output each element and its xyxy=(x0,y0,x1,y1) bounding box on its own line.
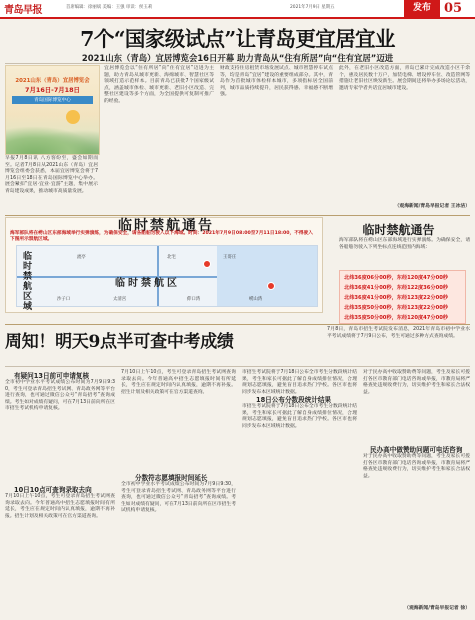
divider xyxy=(5,366,470,367)
divider xyxy=(5,324,470,325)
poster-title: 2021山东（青岛）宜居博览会 xyxy=(15,78,90,84)
article2-col3-top: 市招生考试院将于7月18日公布全市考生分数段统计结果，考生和家长可据此了解自身成绩排位情况，合理规划志愿填报，避免盲目追求热门学校。各区市也将同步发布本区域统计数据。 xyxy=(242,370,357,395)
article2-col4: 对于民办高中收取赞助费等问题，考生及家长可拨打各区市教育部门电话咨询或举报，市教育局将严格查处违规收费行为，切实维护考生和家长合法权益。 xyxy=(363,454,470,479)
page-number: 05 xyxy=(444,1,463,16)
notice-title: 临时禁航通告 xyxy=(118,218,214,234)
coordinates-box xyxy=(339,270,466,324)
notice2-text: 海军部队将在崂山区东部海域进行实弹演练。为确保安全，请各船舶勿驶入下列坐标点连线范围内海域： xyxy=(339,238,470,250)
article2-col1b: 7月10日上午10点，考生可登录青岛招生考试网查询录取去向。今年普通高中招生志愿填报时间有所延长，考生应在规定时间内认真填报，逾期不再补报。招生计划及相关政策可在官方渠道查询。 xyxy=(5,494,115,519)
article2-col1: 全市初中学业水平考试成绩公布时间为7月9日9:30，考生可登录青岛招生考试网、青岛政务网等平台进行查询，也可通过微信公众号“青岛招考”查询成绩。考生如对成绩有疑问，可在7月13日前向所在区市招生考试机构申请复核。 xyxy=(5,380,115,412)
coordinate-line: 北纬36度06分00秒，东经120度47分00秒 xyxy=(344,275,448,281)
coordinate-line: 北纬35度50分00秒，东经123度22分00秒 xyxy=(344,305,448,311)
map-place-label: 北宅 xyxy=(167,255,176,260)
expo-poster-image xyxy=(5,65,100,155)
map-place-label: 崂山湾 xyxy=(249,297,263,302)
section-label: 发布 xyxy=(404,0,440,17)
map-place-label: 仰口湾 xyxy=(187,297,201,302)
map-pin-icon xyxy=(267,282,275,290)
article2-col2: 7月10日上午10点，考生可登录青岛招生考试网查询录取去向。今年普通高中招生志愿填报时间有所延长，考生应在规定时间内认真填报，逾期不再补报。招生计划及相关政策可在官方渠道查询。 xyxy=(121,370,236,395)
article2-byline: （观海新闻/青岛早报记者 徐） xyxy=(404,606,470,611)
editor-credits: 首席编辑：徐丽斌 美编：王强 审读：侯玉莉 xyxy=(66,5,153,10)
hill-graphic xyxy=(6,126,99,154)
sun-graphic xyxy=(66,110,80,124)
exam-results-headline: 周知！明天9点半可查中考成绩 xyxy=(5,332,234,352)
sub-headline: 2021山东（青岛）宜居博览会16日开幕 助力青岛从“住有所居”向“住有宜居”迈进 xyxy=(81,53,394,63)
subsection-heading: 10日10点可查询录取去向 xyxy=(14,486,92,494)
coordinate-line: 北纬35度50分00秒，东经120度47分00秒 xyxy=(344,315,448,321)
article1-col2: 宜居博览会以“住有所居”向“住有宜居”迈进为主题，助力青岛从城市更新、海绵城市、智慧社区等领域打造示范样本。目前青岛已获批7个国家级试点，涵盖城市体检、城市更新、老旧小区改造、完整社区建设等多个方面，为全国提供可复制可推广的经验。 xyxy=(104,66,214,104)
main-headline: 7个“国家级试点”让青岛更宜居宜业 xyxy=(80,27,395,51)
navigation-notice-box xyxy=(5,217,323,313)
zone-label: 临时禁航区 xyxy=(115,278,180,289)
map-place-label: 沙子口 xyxy=(57,297,71,302)
article1-col4: 此外，在老旧小区改造方面，青岛已累计完成改造小区千余个，惠及居民数十万户，加装电梯、增设停车位、改造管网等措施让老旧社区焕发新生。展会期间还将举办多场论坛活动，邀请专家学者共话宜居城市建设。 xyxy=(339,66,470,91)
article1-col3: 财政支持住房租赁市场发展试点、城市智慧停车试点等，均是青岛“宜居”建设的重要组成部分。其中，青岛作为首批城市体检样本城市，多项指标居全国前列，城市品质持续提升，居民获得感、幸福感不断增强。 xyxy=(220,66,333,98)
map-pin-icon xyxy=(203,260,211,268)
map-place-label: 太清宫 xyxy=(113,297,127,302)
coordinate-line: 北纬36度41分00秒，东经123度22分00秒 xyxy=(344,295,448,301)
subsection-heading: 分数符志愿填报时间延长 xyxy=(135,474,208,482)
coordinate-line: 北纬36度41分00秒，东经122度36分00秒 xyxy=(344,285,448,291)
article2-kicker: 7月8日，青岛市招生考试院发布消息，2021年青岛市初中学业水平考试成绩将于7月9日公布，考生可通过多种方式查询成绩。 xyxy=(327,327,470,339)
map-place-label: 流亭 xyxy=(77,255,86,260)
restricted-zone-map xyxy=(16,245,318,312)
article2-col4-top: 对于民办高中收取赞助费等问题，考生及家长可拨打各区市教育部门电话咨询或举报，市教育局将严格查处违规收费行为，切实维护考生和家长合法权益。 xyxy=(363,370,470,395)
zone-label-vertical: 临时禁航区域 xyxy=(23,252,33,312)
article1-col1: 早报7月8日讯 八方客纷至，盛会如期而至。记者7月8日从2021山东（青岛）宜居博览会组委会获悉，本届宜居博览会将于7月16日至18日在青岛国际博览中心举办。展会紧扣“宜居·宜业·宜游”主题，集中展示青岛建设成果，推动城市高质量发展。 xyxy=(5,156,98,194)
subsection-heading: 民办高中做赞助问题可电话咨询 xyxy=(370,446,463,454)
poster-venue: 青岛国际博览中心 xyxy=(12,96,93,104)
divider xyxy=(5,63,470,64)
newspaper-logo: 青岛早报 xyxy=(4,5,42,16)
article2-col3: 市招生考试院将于7月18日公布全市考生分数段统计结果，考生和家长可据此了解自身成绩排位情况，合理规划志愿填报，避免盲目追求热门学校。各区市也将同步发布本区域统计数据。 xyxy=(242,404,357,429)
poster-dates: 7月16日-7月18日 xyxy=(25,86,80,94)
article1-byline: （观海新闻/青岛早报记者 王冰洁） xyxy=(394,204,470,209)
map-place-label: 王哥庄 xyxy=(223,255,237,260)
article2-col2b: 全市初中学业水平考试成绩公布时间为7月9日9:30，考生可登录青岛招生考试网、青岛政务网等平台进行查询，也可通过微信公众号“青岛招考”查询成绩。考生如对成绩有疑问，可在7月13日前向所在区市招生考试机构申请复核。 xyxy=(121,482,236,514)
subsection-heading: 18日公布分数段统计结果 xyxy=(256,396,332,404)
subsection-heading: 有疑问13日前可申请复核 xyxy=(14,372,90,380)
notice2-title: 临时禁航通告 xyxy=(362,223,435,237)
notice-warning-text: 海军部队将在崂山区东部海域举行实弹演练，为确保安全，请各船舶勿驶入以下海域。时间：2021年7月9日08:00至7月11日18:00，不得驶入下图所示禁航区域。 xyxy=(10,231,313,242)
issue-date: 2021年7月9日 星期五 xyxy=(290,5,335,10)
